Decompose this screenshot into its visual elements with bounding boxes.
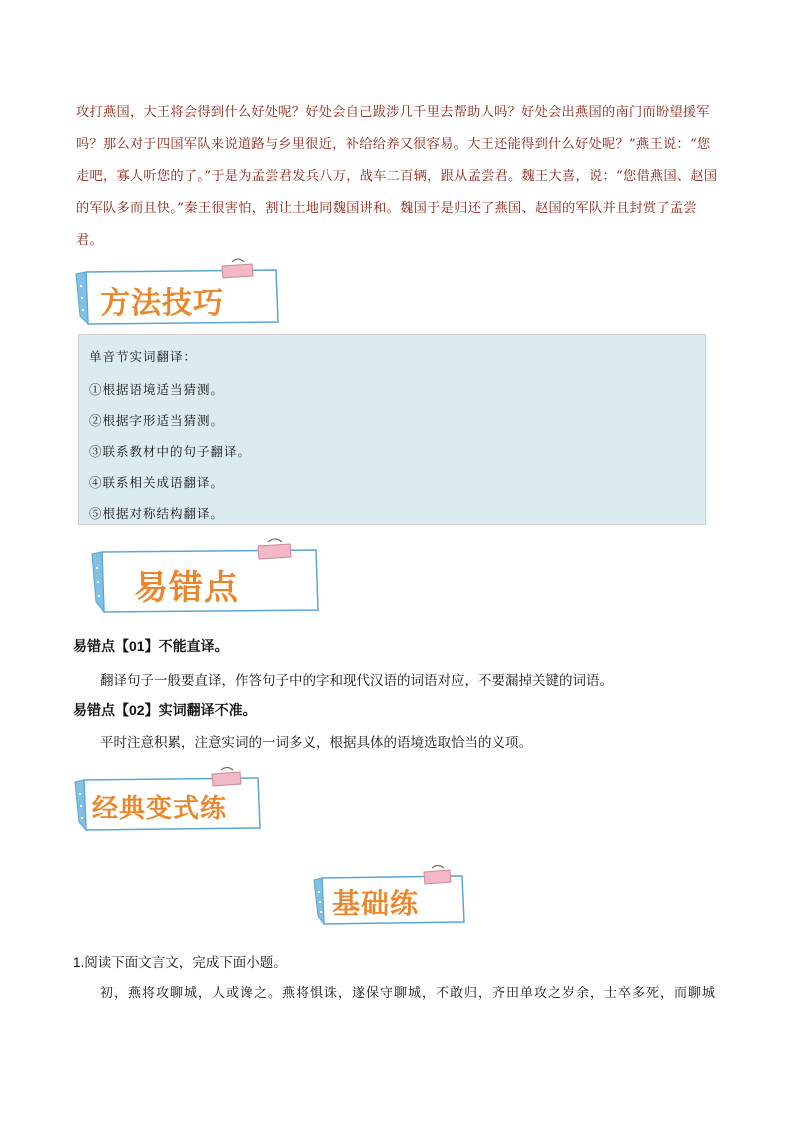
method-tip-item: ⑤根据对称结构翻译。 <box>89 506 225 521</box>
method-tip-item: ④联系相关成语翻译。 <box>89 475 225 490</box>
question-intro: 1.阅读下面文言文，完成下面小题。 <box>73 955 287 970</box>
method-tip-heading: 单音节实词翻译： <box>89 349 198 364</box>
method-tip-item: ②根据字形适当猜测。 <box>89 413 225 428</box>
method-tips-box <box>78 334 706 525</box>
method-tip-item: ③联系教材中的句子翻译。 <box>89 444 252 459</box>
errors-section-title: 易错点 <box>134 568 239 608</box>
error-point-body: 翻译句子一般要直译，作答句子中的字和现代汉语的词语对应，不要漏掉关键的词语。 <box>100 673 613 688</box>
error-point-heading: 易错点【02】实词翻译不准。 <box>73 702 257 718</box>
method-section-banner <box>72 258 282 330</box>
method-tip-item: ①根据语境适当猜测。 <box>89 382 225 397</box>
intro-paragraph: 攻打燕国，大王将会得到什么好处呢？好处会自己跋涉几千里去帮助人吗？好处会出燕国的南门而盼望援军吗？那么对于四国军队来说道路与乡里很近，补给给养又很容易。大王还能得到什么好处呢？”燕王说：“您走吧，寡人听您的了。”于是为孟尝君发兵八万，战车二百辆，跟从孟尝君。魏王大喜，说：“您借燕国、赵国的军队多而且快。”秦王很害怕，割让土地同魏国讲和。魏国于是归还了燕国、赵国的军队并且封赏了孟尝君。 <box>76 105 718 248</box>
basic-practice-banner <box>312 868 468 928</box>
errors-section-banner <box>86 540 322 618</box>
question-passage: 初，燕将攻聊城，人或谗之。燕将惧诛，遂保守聊城，不敢归，齐田单攻之岁余，士卒多死，而聊城 <box>100 986 717 1001</box>
basic-practice-title: 基础练 <box>332 887 420 920</box>
error-point-heading: 易错点【01】不能直译。 <box>73 638 229 654</box>
classic-practice-banner <box>72 770 264 834</box>
classic-practice-title: 经典变式练 <box>92 794 228 824</box>
error-point-body: 平时注意积累，注意实词的一词多义，根据具体的语境选取恰当的义项。 <box>100 735 532 750</box>
method-section-title: 方法技巧 <box>100 286 224 321</box>
